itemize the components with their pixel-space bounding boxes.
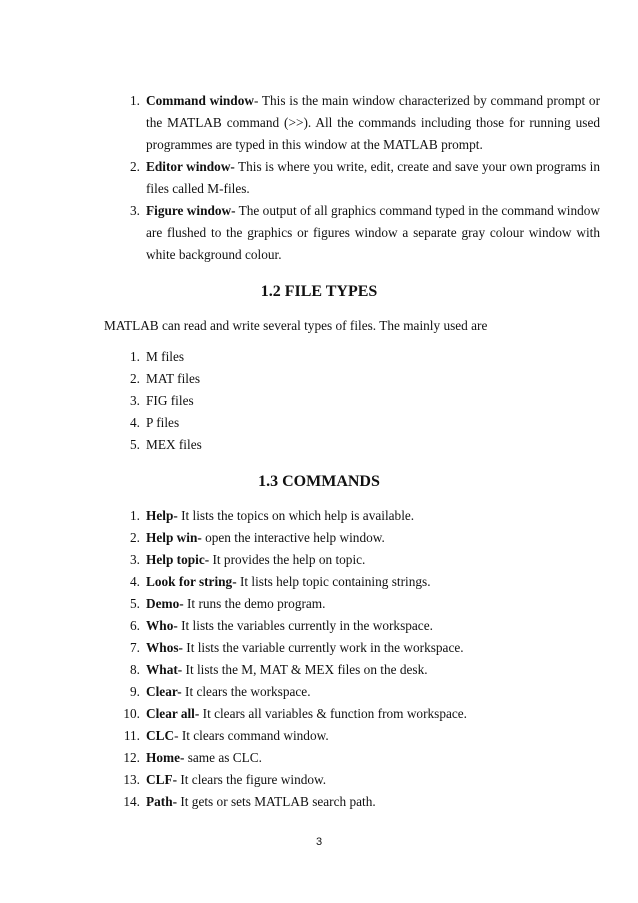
list-number: 1. <box>130 93 140 108</box>
list-item <box>0 615 638 637</box>
description: This is where you write, edit, create and save your own programs in files called M-files. <box>146 159 600 196</box>
list-item <box>0 412 638 434</box>
list-item <box>0 703 638 725</box>
term: Editor window- <box>146 159 235 174</box>
list-item <box>0 200 638 266</box>
list-item <box>0 769 638 791</box>
list-number: 2. <box>130 159 140 174</box>
list-text: P files <box>146 415 180 430</box>
list-number: 3. <box>130 393 140 408</box>
list-number: 9. <box>130 684 140 699</box>
list-number: 1. <box>130 508 140 523</box>
list-number: 1. <box>130 349 140 364</box>
description: It clears the workspace. <box>181 684 311 699</box>
list-number: 7. <box>130 640 140 655</box>
term: Help- <box>146 508 178 523</box>
list-number: 14. <box>123 794 140 809</box>
list-text <box>146 747 638 769</box>
list-text <box>146 571 638 593</box>
list-item <box>0 505 638 527</box>
term: Home- <box>146 750 185 765</box>
term: Demo- <box>146 596 184 611</box>
description: It clears the figure window. <box>177 772 327 787</box>
term: Path- <box>146 794 178 809</box>
list-text <box>146 90 600 156</box>
list-text <box>146 615 638 637</box>
list-number: 12. <box>123 750 140 765</box>
list-text <box>146 791 638 813</box>
description: open the interactive help window. <box>201 530 385 545</box>
list-number: 2. <box>130 371 140 386</box>
term: Who- <box>146 618 178 633</box>
list-number: 2. <box>130 530 140 545</box>
list-text <box>146 593 638 615</box>
list-number: 5. <box>130 596 140 611</box>
list-text <box>146 505 638 527</box>
description: It clears all variables & function from workspace. <box>199 706 467 721</box>
list-text <box>146 769 638 791</box>
list-number: 5. <box>130 437 140 452</box>
list-item <box>0 681 638 703</box>
description: - This is the main window characterized by command prompt or the MATLAB command (>>). All the commands including those for running used programmes are typed in this window at the MATLAB prompt. <box>146 93 601 152</box>
list-number: 3. <box>130 552 140 567</box>
commands-list <box>0 505 638 813</box>
list-text: MEX files <box>146 437 202 452</box>
list-item <box>0 368 638 390</box>
term: Clear all- <box>146 706 200 721</box>
description: It lists the topics on which help is available. <box>177 508 415 523</box>
description: It lists the variable currently work in the workspace. <box>182 640 464 655</box>
list-number: 8. <box>130 662 140 677</box>
list-item <box>0 527 638 549</box>
list-item <box>0 346 638 368</box>
list-number: 6. <box>130 618 140 633</box>
list-item <box>0 725 638 747</box>
section-heading-file-types: 1.2 FILE TYPES <box>260 283 378 300</box>
term: Help topic- <box>146 552 210 567</box>
list-number: 10. <box>123 706 140 721</box>
list-number: 13. <box>123 772 140 787</box>
list-text <box>146 725 638 747</box>
page-number: 3 <box>315 836 323 848</box>
list-item <box>0 549 638 571</box>
window-types-list <box>0 90 638 266</box>
description: It provides the help on topic. <box>209 552 366 567</box>
term: CLC <box>146 728 175 743</box>
description: The output of all graphics command typed in the command window are flushed to the graphics or figures window a separate gray colour window with white background colour. <box>146 203 600 262</box>
term: Figure window- <box>146 203 236 218</box>
file-types-intro: MATLAB can read and write several types of files. The mainly used are <box>104 318 488 333</box>
description: It lists help topic containing strings. <box>236 574 431 589</box>
list-item <box>0 156 638 200</box>
term: Look for string- <box>146 574 237 589</box>
list-number: 4. <box>130 574 140 589</box>
list-item <box>0 434 638 456</box>
list-number: 11. <box>123 728 140 743</box>
section-heading-commands: 1.3 COMMANDS <box>258 473 380 490</box>
list-text <box>146 703 638 725</box>
list-item <box>0 637 638 659</box>
list-item <box>0 659 638 681</box>
term: What- <box>146 662 183 677</box>
list-item <box>0 791 638 813</box>
list-text: FIG files <box>146 393 194 408</box>
list-item <box>0 90 638 156</box>
term: Command window <box>146 93 254 108</box>
list-text <box>146 200 600 266</box>
description: It runs the demo program. <box>183 596 326 611</box>
term: Whos- <box>146 640 183 655</box>
list-number: 4. <box>130 415 140 430</box>
description: same as CLC. <box>184 750 262 765</box>
description: It lists the M, MAT & MEX files on the desk. <box>182 662 428 677</box>
list-item <box>0 593 638 615</box>
list-text <box>146 637 638 659</box>
list-text <box>146 156 600 200</box>
list-text <box>146 659 638 681</box>
file-types-list <box>0 346 638 456</box>
list-text <box>146 527 638 549</box>
term: Clear- <box>146 684 182 699</box>
list-text <box>146 681 638 703</box>
list-text: MAT files <box>146 371 201 386</box>
list-item <box>0 747 638 769</box>
description: - It clears command window. <box>174 728 329 743</box>
list-number: 3. <box>130 203 140 218</box>
list-text: M files <box>146 349 185 364</box>
list-text <box>146 549 638 571</box>
term: CLF- <box>146 772 178 787</box>
list-item <box>0 390 638 412</box>
list-item <box>0 571 638 593</box>
term: Help win- <box>146 530 202 545</box>
description: It gets or sets MATLAB search path. <box>177 794 376 809</box>
description: It lists the variables currently in the workspace. <box>177 618 433 633</box>
